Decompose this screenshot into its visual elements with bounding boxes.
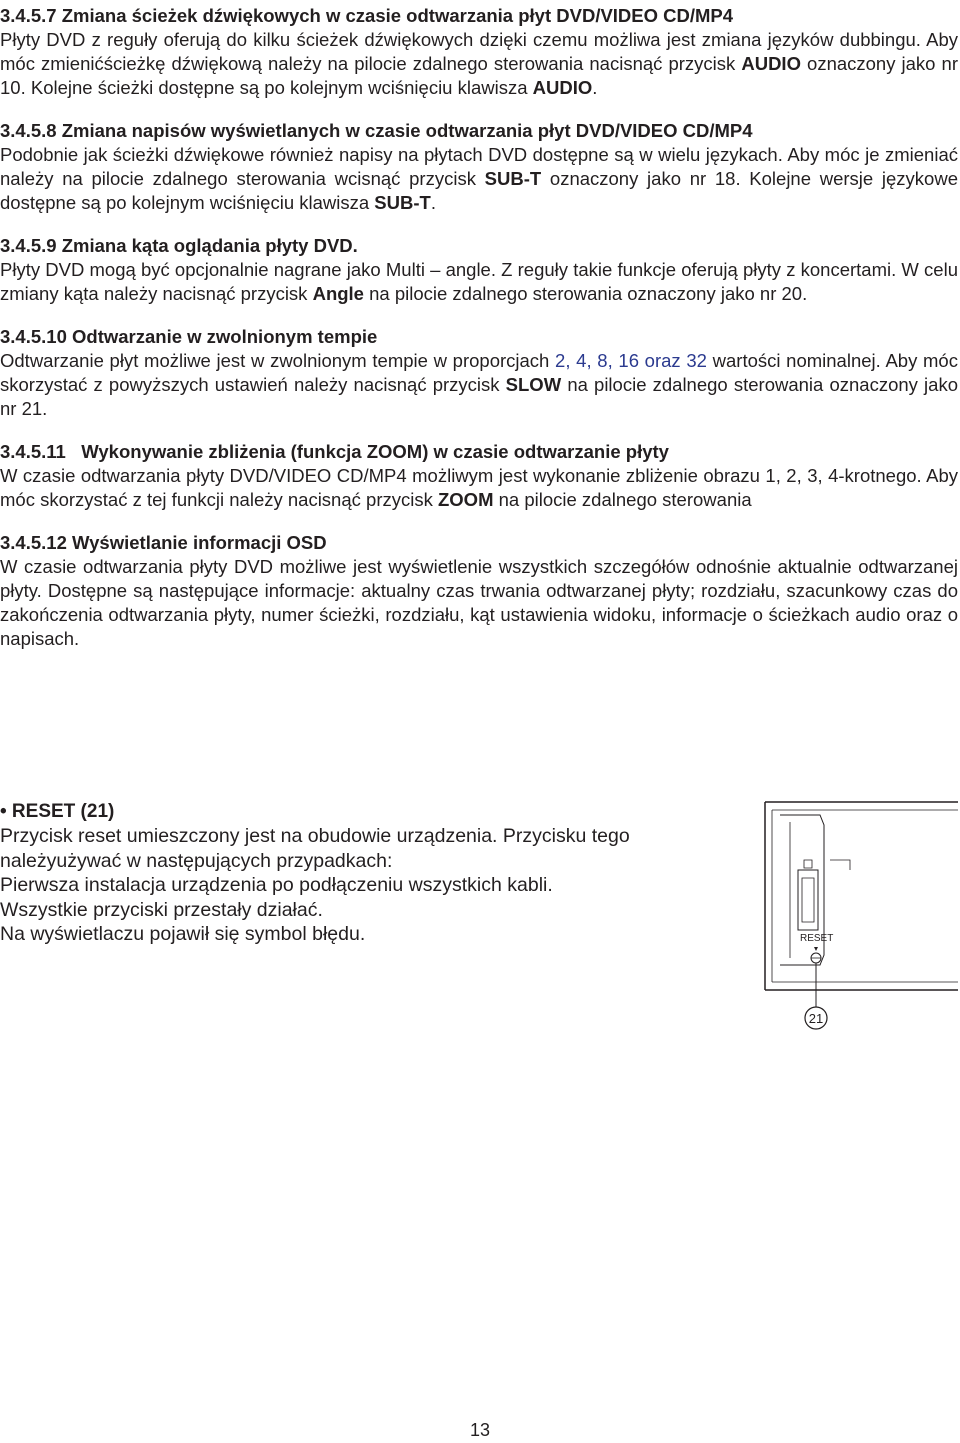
text: . — [430, 192, 436, 213]
section-heading: 3.4.5.10 Odtwarzanie w zwolnionym tempie — [0, 326, 378, 347]
reset-illustration — [760, 800, 960, 1035]
page-number: 13 — [469, 1420, 491, 1440]
section-audio-tracks — [0, 4, 958, 100]
text: na pilocie zdalnego sterowania oznaczony jako nr 21. — [0, 374, 958, 419]
text: Płyty DVD mogą być opcjonalnie nagrane jako Multi – angle. Z reguły takie funkcje oferują płyty z koncertami. W celu zmiany kąta należy nacisnąć przycisk — [0, 259, 958, 304]
text: na pilocie zdalnego sterowania oznaczony jako nr 20. — [363, 283, 808, 304]
text: Płyty DVD z reguły oferują do kilku ścieżek dźwiękowych dzięki czemu możliwa jest zmiana języków dubbingu. Aby móc zmienićścieżkę dźwiękową należy na pilocie zdalnego sterowania nacisnąć przycisk — [0, 29, 958, 74]
section-heading: 3.4.5.8 Zmiana napisów wyświetlanych w czasie odtwarzania płyt DVD/VIDEO CD/MP4 — [0, 120, 753, 141]
text: wartości nominalnej. Aby móc skorzystać z powyższych ustawień należy nacisnąć przycisk — [0, 350, 958, 395]
document-page — [0, 4, 958, 670]
reset-line: należyużywać w następujących przypadkach: — [0, 849, 393, 872]
key-label: AUDIO — [532, 77, 593, 98]
section-zoom — [0, 440, 958, 512]
section-heading: 3.4.5.11 Wykonywanie zbliżenia (funkcja ZOOM) w czasie odtwarzanie płyty — [0, 441, 669, 462]
section-osd — [0, 531, 958, 651]
reset-line: Pierwsza instalacja urządzenia po podłączeniu wszystkich kabli. — [0, 874, 553, 896]
key-label: ZOOM — [437, 489, 494, 510]
section-body — [0, 28, 958, 100]
key-label: SLOW — [505, 374, 562, 395]
text: . — [592, 77, 598, 98]
section-angle — [0, 234, 958, 306]
speed-ratios: 2, 4, 8, 16 oraz 32 — [555, 350, 707, 371]
reset-line: Wszystkie przyciski przestały działać. — [0, 898, 323, 921]
key-label: SUB-T — [484, 168, 542, 189]
section-body — [0, 258, 958, 306]
text: Podobnie jak ścieżki dźwiękowe również napisy na płytach DVD dostępne są w wielu językach. Aby móc je zmieniać należy na pilocie zdalnego sterowania wcisnąć przycisk — [0, 144, 958, 189]
callout-number: 21 — [808, 1011, 824, 1026]
key-label: SUB-T — [374, 192, 431, 213]
reset-section — [0, 800, 760, 947]
reset-line: Na wyświetlaczu pojawił się symbol błędu. — [0, 923, 366, 945]
section-body — [0, 464, 958, 512]
key-label: AUDIO — [741, 53, 801, 74]
section-body — [0, 349, 958, 421]
section-heading: 3.4.5.9 Zmiana kąta oglądania płyty DVD. — [0, 235, 358, 256]
section-subtitles — [0, 119, 958, 215]
text: Odtwarzanie płyt możliwe jest w zwolnionym tempie w proporcjach — [0, 350, 556, 371]
section-slow-motion — [0, 325, 958, 421]
reset-heading: • RESET (21) — [0, 801, 115, 822]
reset-label: RESET — [800, 933, 834, 944]
text: na pilocie zdalnego sterowania — [493, 489, 752, 510]
section-heading: 3.4.5.7 Zmiana ścieżek dźwiękowych w czasie odtwarzania płyt DVD/VIDEO CD/MP4 — [0, 5, 734, 26]
key-label: Angle — [312, 283, 364, 304]
section-body: W czasie odtwarzania płyty DVD możliwe jest wyświetlenie wszystkich szczegółów odnośnie aktualnie odtwarzanej płyty. Dostępne są następujące informacje: aktualny czas trwania odtwarzanej płyty; rozdziału, szacunkowy czas do zakończenia odtwarzania płyty, numer ścieżki, rozdziału, kąt ustawienia widoku, informacje o ścieżkach audio oraz o napisach. — [0, 556, 958, 649]
section-body — [0, 143, 958, 215]
text: oznaczony jako nr 10. Kolejne ścieżki dostępne są po kolejnym wciśnięciu klawisza — [0, 53, 958, 98]
section-heading: 3.4.5.12 Wyświetlanie informacji OSD — [0, 532, 327, 553]
reset-line: Przycisk reset umieszczony jest na obudowie urządzenia. Przycisku tego — [0, 825, 630, 847]
text: W czasie odtwarzania płyty DVD/VIDEO CD/MP4 możliwym jest wykonanie zbliżenie obrazu 1, 2, 3, 4-krotnego. Aby móc skorzystać z tej funkcji należy nacisnąć przycisk — [0, 465, 958, 510]
device-panel-drawing — [760, 800, 960, 1035]
arrow-down-icon — [814, 947, 818, 951]
text: oznaczony jako nr 18. Kolejne wersje językowe dostępne są po kolejnym wciśnięciu klawisza — [0, 168, 958, 213]
